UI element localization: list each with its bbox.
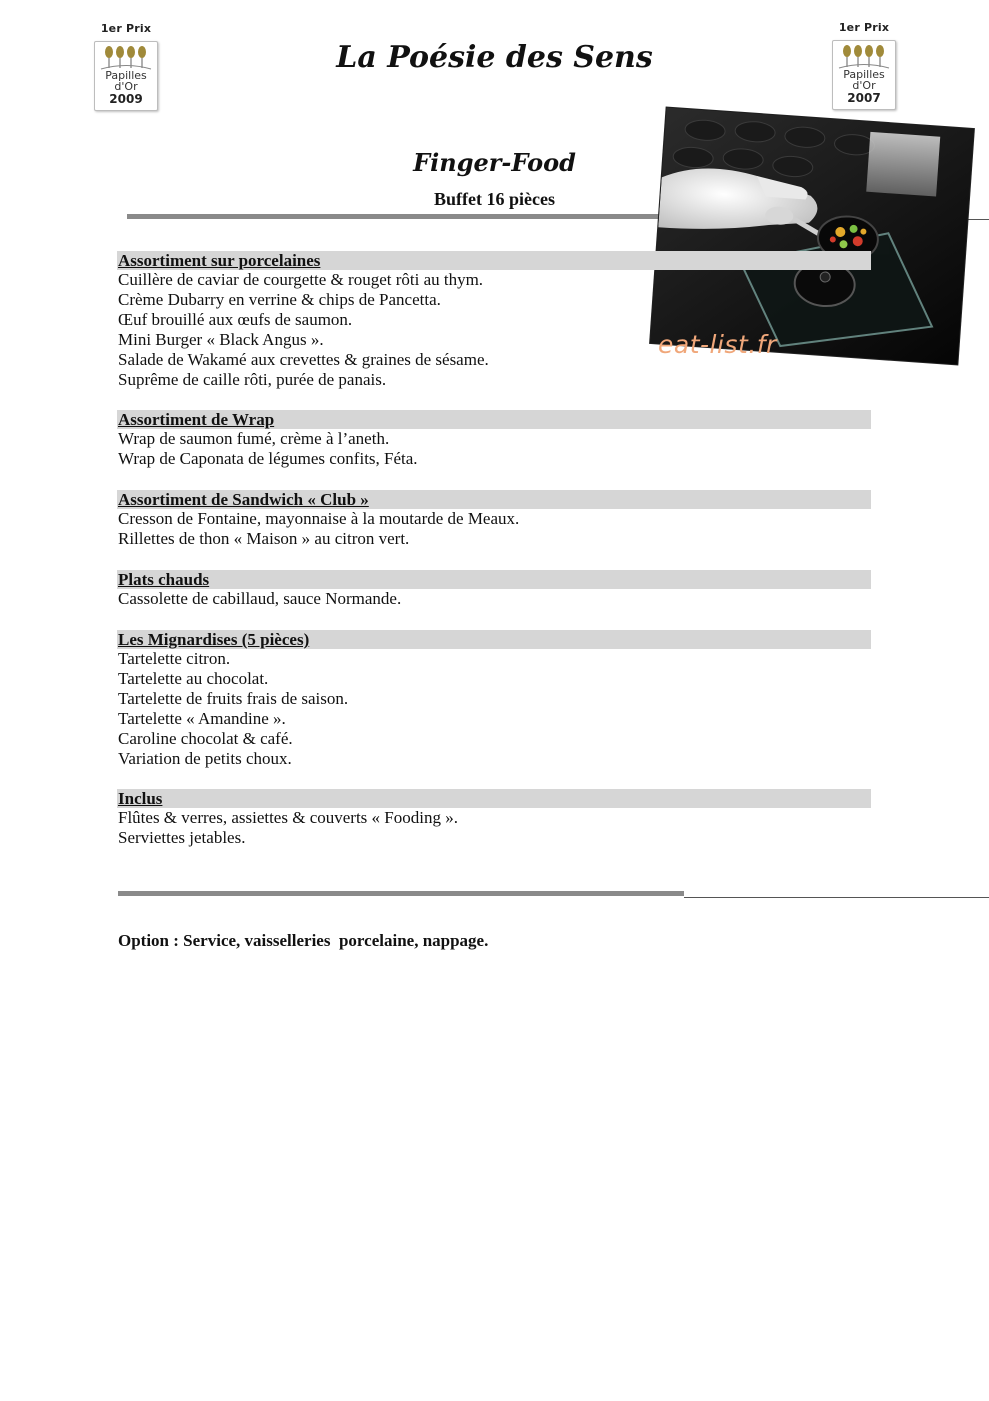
section-title: Inclus	[117, 789, 871, 808]
menu-item: Wrap de Caponata de légumes confits, Féta.	[118, 449, 418, 468]
menu-item: Flûtes & verres, assiettes & couverts « Fooding ».	[118, 808, 458, 827]
menu-item: Crème Dubarry en verrine & chips de Pancetta.	[118, 290, 441, 309]
buffet-label: Buffet 16 pièces	[434, 189, 555, 209]
badge-year: 2009	[109, 92, 143, 106]
section-title: Assortiment de Sandwich « Club »	[117, 490, 871, 509]
badge-line1: Papilles	[105, 69, 147, 82]
menu-subtitle: Finger-Food	[413, 148, 576, 177]
page-title: La Poésie des Sens	[336, 40, 653, 75]
menu-item: Suprême de caille rôti, purée de panais.	[118, 370, 387, 389]
menu-item: Tartelette au chocolat.	[118, 669, 269, 688]
menu-item: Cresson de Fontaine, mayonnaise à la moutarde de Meaux.	[118, 509, 520, 528]
menu-item: Tartelette de fruits frais de saison.	[118, 689, 349, 708]
badge-line2: d'Or	[852, 79, 876, 92]
badge-prize-label: 1er Prix	[838, 21, 890, 34]
section-title: Plats chauds	[117, 570, 871, 589]
badge-line1: Papilles	[843, 68, 885, 81]
menu-item: Œuf brouillé aux œufs de saumon.	[118, 310, 353, 329]
menu-item: Tartelette « Amandine ».	[118, 709, 286, 728]
option-note: Option : Service, vaisselleries porcelaine, nappage.	[118, 931, 489, 950]
menu-item: Wrap de saumon fumé, crème à l’aneth.	[118, 429, 390, 448]
section-title: Assortiment de Wrap	[117, 410, 871, 429]
section-title: Les Mignardises (5 pièces)	[117, 630, 871, 649]
badge-year: 2007	[847, 91, 881, 105]
section-inclus	[117, 789, 871, 848]
menu-item: Variation de petits choux.	[118, 749, 292, 768]
section-plats-chauds	[117, 570, 871, 609]
section-sandwich	[117, 490, 871, 549]
menu-item: Cuillère de caviar de courgette & rouget rôti au thym.	[118, 270, 484, 289]
menu-item: Salade de Wakamé aux crevettes & graines de sésame.	[118, 350, 489, 369]
section-mignardises	[117, 630, 871, 769]
section-wrap	[117, 410, 871, 469]
watermark: eat-list.fr	[658, 330, 777, 359]
badge-line2: d'Or	[114, 80, 138, 93]
menu-item: Serviettes jetables.	[118, 828, 246, 847]
section-title: Assortiment sur porcelaines	[117, 251, 871, 270]
menu-item: Rillettes de thon « Maison » au citron vert.	[118, 529, 410, 548]
menu-item: Caroline chocolat & café.	[118, 729, 293, 748]
badge-prize-label: 1er Prix	[100, 22, 152, 35]
section-porcelaines	[117, 251, 871, 390]
menu-item: Tartelette citron.	[118, 649, 231, 668]
menu-item: Mini Burger « Black Angus ».	[118, 330, 324, 349]
menu-item: Cassolette de cabillaud, sauce Normande.	[118, 589, 402, 608]
